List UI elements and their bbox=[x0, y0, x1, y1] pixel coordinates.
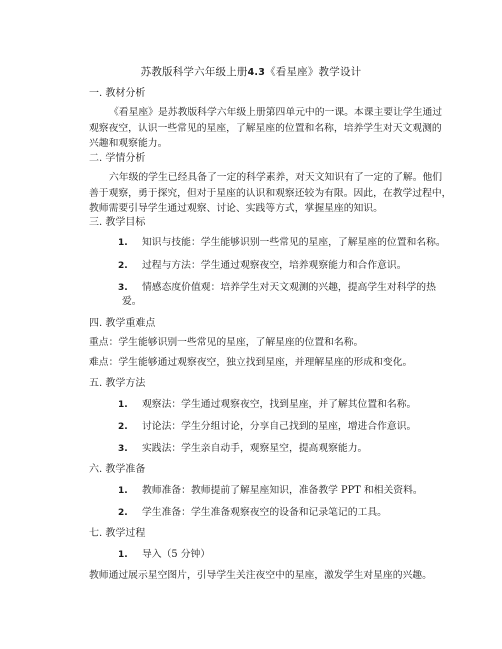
key-point: 重点：学生能够识别一些常见的星座，了解星座的位置和名称。 bbox=[89, 337, 364, 348]
list-item bbox=[118, 506, 387, 520]
paragraph-line: 观察夜空，认识一些常见的星座，了解星座的位置和名称，培养学生对天文观测的 bbox=[89, 122, 442, 134]
title-unit: 4.3 bbox=[247, 67, 266, 78]
list-text: 知识与技能：学生能够识别一些常见的星座，了解星座的位置和名称。 bbox=[142, 237, 446, 248]
section-heading-5: 五. 教学方法 bbox=[89, 378, 146, 389]
list-item bbox=[118, 442, 367, 456]
list-number: 1. bbox=[118, 550, 128, 560]
section-heading-3: 三. 教学目标 bbox=[89, 217, 146, 228]
list-item bbox=[118, 398, 416, 412]
list-text: 过程与方法：学生通过观察夜空，培养观察能力和合作意识。 bbox=[142, 260, 407, 271]
section-1-paragraph bbox=[89, 105, 443, 152]
section-2-paragraph bbox=[89, 170, 452, 217]
list-text-continuation: 爱。 bbox=[122, 296, 142, 307]
list-number: 3. bbox=[118, 444, 128, 454]
list-number: 2. bbox=[118, 508, 128, 518]
paragraph-line: 六年级的学生已经具备了一定的科学素养，对天文知识有了一定的了解。他们 bbox=[109, 172, 443, 183]
list-number: 1. bbox=[118, 486, 128, 496]
title-suffix: 《看星座》教学设计 bbox=[265, 66, 362, 78]
list-text: 导入（5 分钟） bbox=[142, 549, 211, 560]
list-text: 教师准备：教师提前了解星座知识，准备教学 PPT 和相关资料。 bbox=[142, 485, 423, 496]
section-heading-1: 一. 教材分析 bbox=[89, 88, 146, 99]
document-title bbox=[0, 64, 502, 79]
paragraph-line: 教师需要引导学生通过观察、讨论、实践等方式，掌握星座的知识。 bbox=[89, 203, 383, 214]
list-item bbox=[118, 484, 423, 498]
list-item bbox=[118, 259, 407, 273]
title-prefix: 苏教版科学六年级上册 bbox=[140, 66, 248, 78]
list-number: 2. bbox=[118, 261, 128, 271]
section-heading-4: 四. 教学重难点 bbox=[89, 318, 156, 329]
list-item bbox=[118, 281, 436, 309]
list-text: 学生准备：学生准备观察夜空的设备和记录笔记的工具。 bbox=[142, 507, 387, 518]
section-heading-7: 七. 教学过程 bbox=[89, 528, 146, 539]
list-text: 实践法：学生亲自动手，观察星空，提高观察能力。 bbox=[142, 443, 368, 454]
list-item bbox=[118, 236, 446, 250]
list-text: 观察法：学生通过观察夜空，找到星座，并了解其位置和名称。 bbox=[142, 399, 417, 410]
list-item bbox=[118, 420, 416, 434]
paragraph-line: 兴趣和观察能力。 bbox=[89, 138, 168, 149]
difficult-point: 难点：学生能够通过观察夜空，独立找到星座，并理解星座的形成和变化。 bbox=[89, 357, 413, 368]
list-number: 3. bbox=[118, 283, 128, 293]
list-number: 2. bbox=[118, 422, 128, 432]
list-number: 1. bbox=[118, 400, 128, 410]
list-text: 讨论法：学生分组讨论，分享自己找到的星座，增进合作意识。 bbox=[142, 421, 417, 432]
paragraph-line: 《看星座》是苏教版科学六年级上册第四单元中的一课。本课主要让学生通过 bbox=[109, 107, 443, 118]
list-number: 1. bbox=[118, 238, 128, 248]
section-heading-6: 六. 教学准备 bbox=[89, 464, 146, 475]
paragraph-line: 善于观察，勇于探究，但对于星座的认识和观察还较为有限。因此，在教学过程中， bbox=[89, 187, 452, 199]
process-description: 教师通过展示星空图片，引导学生关注夜空中的星座，激发学生对星座的兴趣。 bbox=[89, 570, 432, 581]
section-heading-2: 二. 学情分析 bbox=[89, 153, 146, 164]
list-text: 情感态度价值观：培养学生对天文观测的兴趣，提高学生对科学的热 bbox=[142, 282, 436, 293]
list-item bbox=[118, 548, 210, 562]
